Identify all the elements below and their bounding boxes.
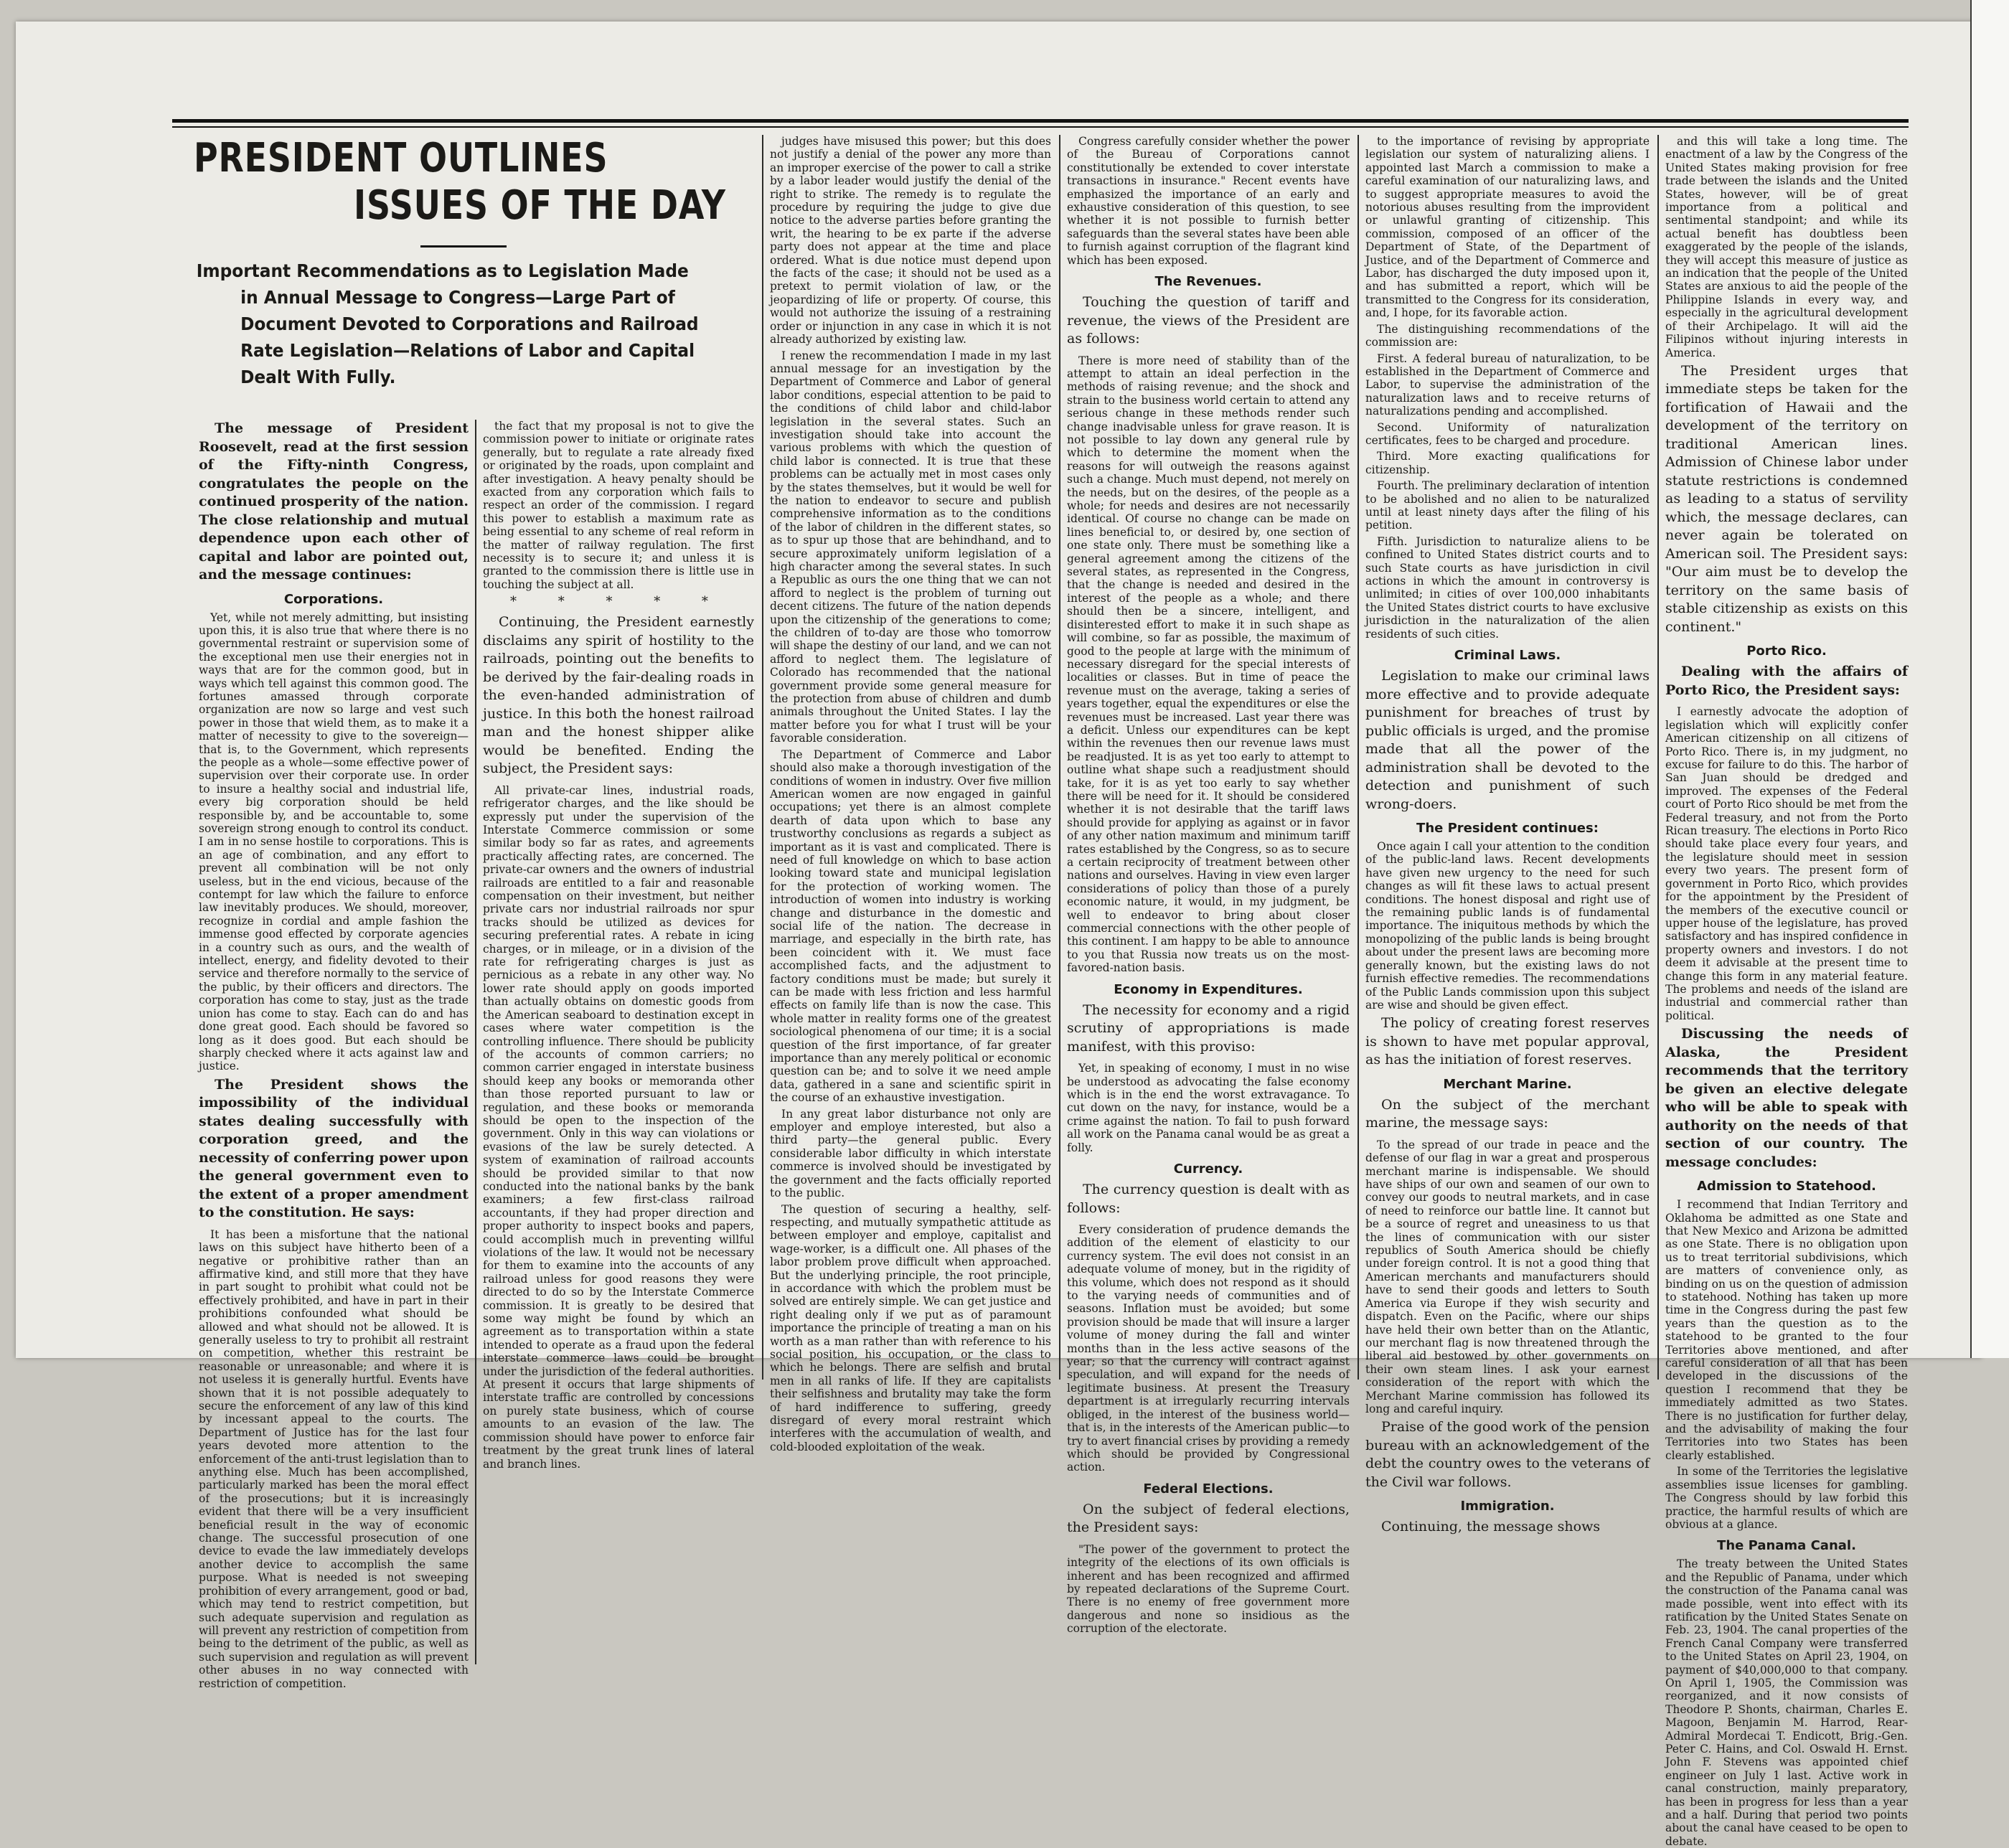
paragraph: It has been a misfortune that the national laws on this subject have hitherto been of a negative or prohibitive rather than an affirmative kind, and still more that they have in part sought to prohibit what could not be effectively prohibited, and have in part in their prohibitions confounded what should be allowed and what should not be allowed. It is generally useless to try to prohibit all restraint on competition, whether this restraint be reasonable or unreasonable; and where it is not useless it is generally hurtful. Events have shown that it is not possible adequately to secure the enforcement of any law of this kind by incessant appeal to the courts. The Department of Justice has for the last four years devoted more attention to the enforcement of the anti-trust legislation than to anything else. Much has been accomplished, particularly marked has been the moral effect of the prosecutions; but it is increasingly evident that there will be a very insufficient beneficial result in the way of economic change. The successful prosecution of one device to evade the law immediately develops another device to accomplish the same purpose. What is needed is not sweeping prohibition of every arrangement, good or bad, which may tend to restrict competition, but such adequate supervision and regulation as will prevent any restriction of competition from being to the detriment of the public, as well as such supervision and regulation as will prevent other abuses in no way connected with restriction of competition. <box>199 1227 469 1690</box>
column-4 <box>1059 135 1356 1636</box>
paragraph: "The power of the government to protect the integrity of the elections of its own officials is inherent and has been recognized and affirmed by repeated declarations of the Supreme Court. There is no enemy of free government more dangerous and none so insidious as the corruption of the electorate. <box>1067 1542 1350 1636</box>
paragraph: Yet, in speaking of economy, I must in no wise be understood as advocating the false economy which is in the end the worst extravagance. To cut down on the navy, for instance, would be a crime against the nation. To fail to push forward all work on the Panama canal would be as great a folly. <box>1067 1062 1350 1154</box>
deck-line-5: Dealt With Fully. <box>240 367 396 387</box>
summary-paragraph: Continuing, the message shows <box>1381 1519 1601 1535</box>
intro-paragraph: The message of President Roosevelt, read at the first session of the Fifty-ninth Congress, congratulates the people on the continued prosperity of the nation. The close relationship and mutual dependence upon each other of capital and labor are pointed out, and the message continues: <box>199 420 469 583</box>
subhead-merchant-marine: Merchant Marine. <box>1443 1076 1572 1092</box>
subhead-statehood: Admission to Statehood. <box>1697 1179 1876 1194</box>
paragraph: I earnestly advocate the adoption of legislation which will explicitly confer American citizenship on all citizens of Porto Rico. There is, in my judgment, no excuse for failure to do this. The harbor of San Juan should be dredged and improved. The expenses of the Federal court of Porto Rico should be met from the Federal treasury, and not from the Porto Rican treasury. The elections in Porto Rico should take place every four years, and the legislature should meet in session every two years. The present form of government in Porto Rico, which provides for the appointment by the President of the members of the executive council or upper house of the legislature, has proved satisfactory and has inspired confidence in property owners and investors. I do not deem it advisable at the present time to change this form in any material feature. The problems and needs of the island are industrial and commercial rather than political. <box>1665 705 1908 1022</box>
summary-paragraph: Discussing the needs of Alaska, the President recommends that the territory be given an elective delegate who will be able to speak with authority on the needs of that section of our country. The message concludes: <box>1665 1026 1908 1170</box>
header-rule-thick <box>172 119 1909 123</box>
paragraph: Third. More exacting qualifications for citizenship. <box>1365 450 1650 476</box>
column-6 <box>1657 135 1914 1848</box>
paragraph: The Department of Commerce and Labor should also make a thorough investigation of the conditions of women in industry. Over five million American women are now engaged in gainful occupations; yet there is an almost complete dearth of data upon which to base any trustworthy conclusions as regards a subject as important as it is vast and complicated. There is need of full knowledge on which to base action looking toward state and municipal legislation for the protection of working women. The introduction of women into industry is working change and disturbance in the domestic and social life of the nation. The decrease in marriage, and especially in the birth rate, has been coincident with it. We must face accomplished facts, and the adjustment to factory conditions must be made; but surely it can be made with less friction and less harmful effects on family life than is now the case. This whole matter in reality forms one of the greatest sociological phenomena of our time; it is a social question of the first importance, of far greater importance than any merely political or economic question can be; and to solve it we need ample data, gathered in a sane and scientific spirit in the course of an exhaustive investigation. <box>770 748 1051 1105</box>
summary-paragraph: Praise of the good work of the pension bureau with an acknowledgement of the debt the country owes to the veterans of the Civil war follows. <box>1365 1419 1650 1490</box>
subhead-currency: Currency. <box>1173 1161 1243 1177</box>
paragraph: and this will take a long time. The enactment of a law by the Congress of the United States making provision for free trade between the islands and the United States, however, will be of great importance from a political and sentimental standpoint; and while its actual benefit has doubtless been exaggerated by the people of the islands, they will accept this measure of justice as an indication that the people of the United States are anxious to aid the people of the Philippine Islands in every way, and especially in the agricultural development of their Archipelago. It will aid the Filipinos without injuring interests in America. <box>1665 135 1908 359</box>
deck-line-4: Rate Legislation—Relations of Labor and Capital <box>240 340 695 361</box>
page-edge-strip <box>1970 0 2009 1358</box>
paragraph: The question of securing a healthy, self-respecting, and mutually sympathetic attitude as between employer and employe, capitalist and wage-worker, is a difficult one. All phases of the labor problem prove difficult when approached. But the underlying principle, the root principle, in accordance with which the problem must be solved are entirely simple. We can get justice and right dealing only if we put as of paramount importance the principle of treating a man on his worth as a man rather than with reference to his social position, his occupation, or the class to which he belongs. There are selfish and brutal men in all ranks of life. If they are capitalists their selfishness and brutality may take the form of hard indifference to suffering, greedy disregard of every moral restraint which interferes with the accumulation of wealth, and cold-blooded exploitation of the weak. <box>770 1202 1051 1453</box>
paragraph: Fourth. The preliminary declaration of intention to be abolished and no alien to be naturalized until at least ninety days after the filing of his petition. <box>1365 479 1650 532</box>
paragraph: I renew the recommendation I made in my last annual message for an investigation by the Department of Commerce and Labor of general labor conditions, especial attention to be paid to the conditions of child labor and child-labor legislation in the several states. Such an investigation should take into account the various problems with which the question of child labor is connected. It is true that these problems can be actually met in most cases only by the states themselves, but it would be well for the nation to endeavor to secure and publish comprehensive information as to the conditions of the labor of children in the different states, so as to spur up those that are behindhand, and to secure approximately uniform legislation of a high character among the several states. In such a Republic as ours the one thing that we can not afford to neglect is the problem of turning out decent citizens. The future of the nation depends upon the citizenship of the generations to come; the children of to-day are those who tomorrow will shape the destiny of our land, and we can not afford to neglect them. The legislature of Colorado has recommended that the national government provide some general measure for the protection from abuse of children and dumb animals throughout the United States. I lay the matter before you for what I trust will be your favorable consideration. <box>770 349 1051 745</box>
summary-paragraph: The necessity for economy and a rigid scrutiny of appropriations is made manifest, with this proviso: <box>1067 1001 1350 1055</box>
column-1 <box>192 420 475 1690</box>
headline-block <box>194 135 762 418</box>
subhead-criminal-laws: Criminal Laws. <box>1454 648 1561 664</box>
subhead-revenues: The Revenues. <box>1154 274 1262 290</box>
paragraph: The treaty between the United States and the Republic of Panama, under which the construction of the Panama canal was made possible, went into effect with its ratification by the United States Senate on Feb. 23, 1904. The canal properties of the French Canal Company were transferred to the United States on April 23, 1904, on payment of $40,000,000 to that company. On April 1, 1905, the Commission was reorganized, and it now consists of Theodore P. Shonts, chairman, Charles E. Magoon, Benjamin M. Harrod, Rear-Admiral Mordecai T. Endicott, Brig.-Gen. Peter C. Hains, and Col. Oswald H. Ernst. John F. Stevens was appointed chief engineer on July 1 last. Active work in canal construction, mainly preparatory, has been in progress for less than a year and a half. During that period two points about the canal have ceased to be open to debate. <box>1665 1557 1908 1848</box>
column-5 <box>1358 135 1656 1535</box>
newspaper-page <box>16 22 1982 1848</box>
summary-paragraph: On the subject of the merchant marine, the message says: <box>1365 1096 1650 1131</box>
paragraph: Congress carefully consider whether the power of the Bureau of Corporations cannot constitutionally be extended to cover interstate transactions in insurance." Recent events have emphasized the importance of an early and exhaustive consideration of this question, to see whether it is not possible to furnish better safeguards than the several states have been able to furnish against corruption of the flagrant kind which has been exposed. <box>1067 135 1350 267</box>
header-rule-thin <box>172 126 1909 128</box>
deck <box>194 258 751 390</box>
summary-paragraph: Dealing with the affairs of Porto Rico, the President says: <box>1665 664 1908 698</box>
page-header-rule <box>172 93 1909 131</box>
column-2 <box>475 420 761 1664</box>
summary-paragraph: Continuing, the President earnestly disclaims any spirit of hostility to the railroads, pointing out the benefits to be derived by the fair-dealing roads in the even-handed administration of justice. In this both the honest railroad man and the honest shipper alike would be benefited. Ending the subject, the President says: <box>483 614 754 777</box>
paragraph: In any great labor disturbance not only are employer and employe interested, but also a third party—the general public. Every considerable labor difficulty in which interstate commerce is involved should be investigated by the government and the facts officially reported to the public. <box>770 1107 1051 1200</box>
subhead-economy: Economy in Expenditures. <box>1114 981 1303 997</box>
subhead-porto-rico: Porto Rico. <box>1746 644 1827 659</box>
deck-line-1: Important Recommendations as to Legislation Made <box>196 260 689 281</box>
paragraph: To the spread of our trade in peace and the defense of our flag in war a great and prosperous merchant marine is indispensable. We should have ships of our own and seamen of our own to convey our goods to neutral markets, and in case of need to reinforce our battle line. It cannot but be a source of regret and uneasiness to us that the lines of communication with our sister republics of South America should be chiefly under foreign control. It is not a good thing that American merchants and manufacturers should have to send their goods and letters to South America via Europe if they wish security and dispatch. Even on the Pacific, where our ships have held their own better than on the Atlantic, our merchant flag is now threatened through the liberal aid bestowed by other governments on their own steam lines. I ask your earnest consideration of the report with which the Merchant Marine commission has followed its long and careful inquiry. <box>1365 1138 1650 1415</box>
paragraph: There is more need of stability than of the attempt to attain an ideal perfection in the methods of raising revenue; and the shock and strain to the business world certain to attend any serious change in these methods render such change inadvisable unless for grave reason. It is not possible to lay down any general rule by which to determine the moment when the reasons for will outweigh the reasons against such a change. Much must depend, not merely on the needs, but on the desires, of the people as a whole; for needs and desires are not necessarily identical. Of course no change can be made on lines beneficial to, or desired by, one section of one state only. There must be something like a general agreement among the citizens of the several states, as represented in the Congress, that the change is needed and desired in the interest of the people as a whole; and there should then be a sincere, intelligent, and disinterested effort to make it in such shape as will combine, so far as possible, the maximum of good to the people at large with the minimum of necessary disregard for the special interests of localities or classes. But in time of peace the revenue must on the average, taking a series of years together, equal the expenditures or else the revenues must be increased. Last year there was a deficit. Unless our expenditures can be kept within the revenues then our revenue laws must be readjusted. It is as yet too early to attempt to outline what shape such a readjustment should take, for it is as yet too early to say whether there will be need for it. It should be considered whether it is not desirable that the tariff laws should provide for applying as against or in favor of any other nation maximum and minimum tariff rates established by the Congress, so as to secure a certain reciprocity of treatment between other nations and ourselves. Having in view even larger considerations of policy than those of a purely economic nature, it would, in my judgment, be well to endeavor to bring about closer commercial connections with the other people of this continent. I am happy to be able to announce to you that Russia now treats us on the most-favored-nation basis. <box>1067 354 1350 975</box>
headline-line-2: ISSUES OF THE DAY <box>354 182 726 229</box>
subhead-corporations: Corporations. <box>283 591 384 607</box>
paragraph: All private-car lines, industrial roads, refrigerator charges, and the like should be expressly put under the supervision of the Interstate Commerce commission or some similar body so far as rates, and agreements practically affecting rates, are concerned. The private-car owners and the owners of industrial railroads are entitled to a fair and reasonable compensation on their investment, but neither private cars nor industrial railroads nor spur tracks should be utilized as devices for securing preferential rates. A rebate in icing charges, or in mileage, or in a division of the rate for refrigerating charges is just as pernicious as a rebate in any other way. No lower rate should apply on goods imported than actually obtains on domestic goods from the American seaboard to destination except in cases where water competition is the controlling influence. There should be publicity of the accounts of common carriers; no common carrier engaged in interstate business should keep any books or memoranda other than those reported pursuant to law or regulation, and these books or memoranda should be open to the inspection of the government. Only in this way can violations or evasions of the law be surely detected. A system of examination of railroad accounts should be provided similar to that now conducted into the national banks by the bank examiners; a few first-class railroad accountants, if they had proper direction and proper authority to inspect books and papers, could accomplish much in preventing willful violations of the law. It would not be necessary for them to examine into the accounts of any railroad unless for good reasons they were directed to do so by the Interstate Commerce commission. It is greatly to be desired that some way might be found by which an agreement as to transportation within a state intended to operate as a fraud upon the federal interstate commerce laws could be brought under the jurisdiction of the federal authorities. At present it occurs that large shipments of interstate traffic are controlled by concessions on purely state business, which of course amounts to an evasion of the law. The commission should have power to enforce fair treatment by the great trunk lines of lateral and branch lines. <box>483 783 754 1471</box>
paragraph: Second. Uniformity of naturalization certificates, fees to be charged and procedure. <box>1365 420 1650 447</box>
paragraph: The distinguishing recommendations of the commission are: <box>1365 322 1650 349</box>
paragraph: In some of the Territories the legislative assemblies issue licenses for gambling. The Congress should by law forbid this practice, the harmful results of which are obvious at a glance. <box>1665 1465 1908 1531</box>
deck-line-2: in Annual Message to Congress—Large Part of <box>240 287 675 308</box>
subhead-federal-elections: Federal Elections. <box>1143 1481 1274 1496</box>
summary-paragraph: The President shows the impossibility of the individual states dealing successfully with corporation greed, and the necessity of conferring power upon the general government even to the extent of a proper amendment to the constitution. He says: <box>199 1076 469 1221</box>
paragraph: Yet, while not merely admitting, but insisting upon this, it is also true that where there is no governmental restraint or supervision some of the exceptional men use their energies not in ways that are for the common good, but in ways which tell against this common good. The fortunes amassed through corporate organization are now so large and vest such power in those that wield them, as to make it a matter of necessity to give to the sovereign—that is, to the Government, which represents the people as a whole—some effective power of supervision over their corporate use. In order to insure a healthy social and industrial life, every big corporation should be held responsible by, and be accountable to, some sovereign strong enough to control its conduct. I am in no sense hostile to corporations. This is an age of combination, and any effort to prevent all combination will be not only useless, but in the end vicious, because of the contempt for law which the failure to enforce law inevitably produces. We should, moreover, recognize in cordial and ample fashion the immense good effected by corporate agencies in a country such as ours, and the wealth of intellect, energy, and fidelity devoted to their service and therefore normally to the service of the public, by their officers and directors. The corporation has come to stay, just as the trade union has come to stay. Each can do and has done great good. Each should be favored so long as it does good. But each should be sharply checked where it acts against law and justice. <box>199 610 469 1073</box>
summary-paragraph: The currency question is dealt with as follows: <box>1067 1182 1350 1216</box>
summary-paragraph: Legislation to make our criminal laws more effective and to provide adequate punishment for breaches of trust by public officials is urged, and the promise made that all the power of the administration shall be devoted to the detection and punishment of such wrong-doers. <box>1365 668 1650 812</box>
column-3 <box>762 135 1058 1453</box>
summary-paragraph: Touching the question of tariff and revenue, the views of the President are as follows: <box>1067 294 1350 347</box>
subhead-panama-canal: The Panama Canal. <box>1717 1538 1856 1554</box>
paragraph: to the importance of revising by appropriate legislation our system of naturalizing aliens. I appointed last March a commission to make a careful examination of our naturalizing laws, and to suggest appropriate measures to avoid the notorious abuses resulting from the improvident or unlawful granting of citizenship. This commission, composed of an officer of the Department of State, of the Department of Justice, and of the Department of Commerce and Labor, has discharged the duty imposed upon it, and has submitted a report, which will be transmitted to the Congress for its consideration, and, I hope, for its favorable action. <box>1365 135 1650 320</box>
summary-paragraph: The President urges that immediate steps be taken for the fortification of Hawaii and the development of the territory on traditional American lines. Admission of Chinese labor under statute restrictions is condemned as leading to a status of servility which, the message declares, can never again be tolerated on American soil. The President says: "Our aim must be to develop the territory on the same basis of stable citizenship as exists on this continent." <box>1665 362 1908 635</box>
subhead-president-continues: The President continues: <box>1416 821 1599 836</box>
summary-paragraph: The policy of creating forest reserves is shown to have met popular approval, as has the initiation of forest reserves. <box>1365 1015 1650 1068</box>
paragraph: the fact that my proposal is not to give the commission power to initiate or originate rates generally, but to regulate a rate already fixed or originated by the roads, upon complaint and after investigation. A heavy penalty should be exacted from any corporation which fails to respect an order of the commission. I regard this power to establish a maximum rate as being essential to any scheme of real reform in the matter of railway regulation. The first necessity is to secure it; and unless it is granted to the commission there is little use in touching the subject at all. <box>483 420 754 591</box>
subhead-immigration: Immigration. <box>1460 1499 1555 1514</box>
headline <box>194 135 758 230</box>
paragraph: I recommend that Indian Territory and Oklahoma be admitted as one State and that New Mexico and Arizona be admitted as one State. There is no obligation upon us to treat territorial subdivisions, which are matters of convenience only, as binding on us on the question of admission to statehood. Nothing has taken up more time in the Congress during the past few years than the question as to the statehood to be granted to the four Territories above mentioned, and after careful consideration of all that has been developed in the discussions of the question I recommend that they be immediately admitted as two States. There is no justification for further delay, and the advisability of making the four Territories into two States has been clearly established. <box>1665 1198 1908 1462</box>
paragraph: judges have misused this power; but this does not justify a denial of the power any more than an improper exercise of the power to call a strike by a labor leader would justify the denial of the right to strike. The remedy is to regulate the procedure by requiring the judge to give due notice to the adverse parties before granting the writ, the hearing to be ex parte if the adverse party does not appear at the time and place ordered. What is due notice must depend upon the facts of the case; it should not be used as a pretext to permit violation of law, or the jeopardizing of life or property. Of course, this would not authorize the issuing of a restraining order or injunction in any case in which it is not already authorized by existing law. <box>770 135 1051 346</box>
paragraph: Once again I call your attention to the condition of the public-land laws. Recent developments have given new urgency to the need for such changes as will fit these laws to actual present conditions. The honest disposal and right use of the remaining public lands is of fundamental importance. The iniquitous methods by which the monopolizing of the public lands is being brought about under the present laws are becoming more generally known, but the existing laws do not furnish effective remedies. The recommendations of the Public Lands commission upon this subject are wise and should be given effect. <box>1365 840 1650 1012</box>
paragraph: Every consideration of prudence demands the addition of the element of elasticity to our currency system. The evil does not consist in an adequate volume of money, but in the rigidity of this volume, which does not respond as it should to the varying needs of communities and of seasons. Inflation must be avoided; but some provision should be made that will insure a larger volume of money during the fall and winter months than in the less active seasons of the year; so that the currency will contract against speculation, and will expand for the needs of legitimate business. At present the Treasury department is at irregularly recurring intervals obliged, in the interest of the business world—that is, in the interests of the American public—to try to avert financial crises by providing a remedy which should be provided by Congressional action. <box>1067 1223 1350 1474</box>
summary-paragraph: On the subject of federal elections, the President says: <box>1067 1501 1350 1536</box>
paragraph: Fifth. Jurisdiction to naturalize aliens to be confined to United States district courts and to such State courts as have jurisdiction in civil actions in which the amount in controversy is unlimited; in cities of over 100,000 inhabitants the United States district courts to have exclusive jurisdiction in the naturalization of the alien residents of such cities. <box>1365 534 1650 641</box>
paragraph: First. A federal bureau of naturalization, to be established in the Department of Commerce and Labor, to supervise the administration of the naturalization laws and to receive returns of naturalizations pending and accomplished. <box>1365 352 1650 418</box>
headline-line-1: PRESIDENT OUTLINES <box>194 135 608 182</box>
deck-line-3: Document Devoted to Corporations and Railroad <box>240 314 699 334</box>
headline-divider <box>420 245 507 248</box>
section-break-stars: * * * * * <box>510 594 727 610</box>
